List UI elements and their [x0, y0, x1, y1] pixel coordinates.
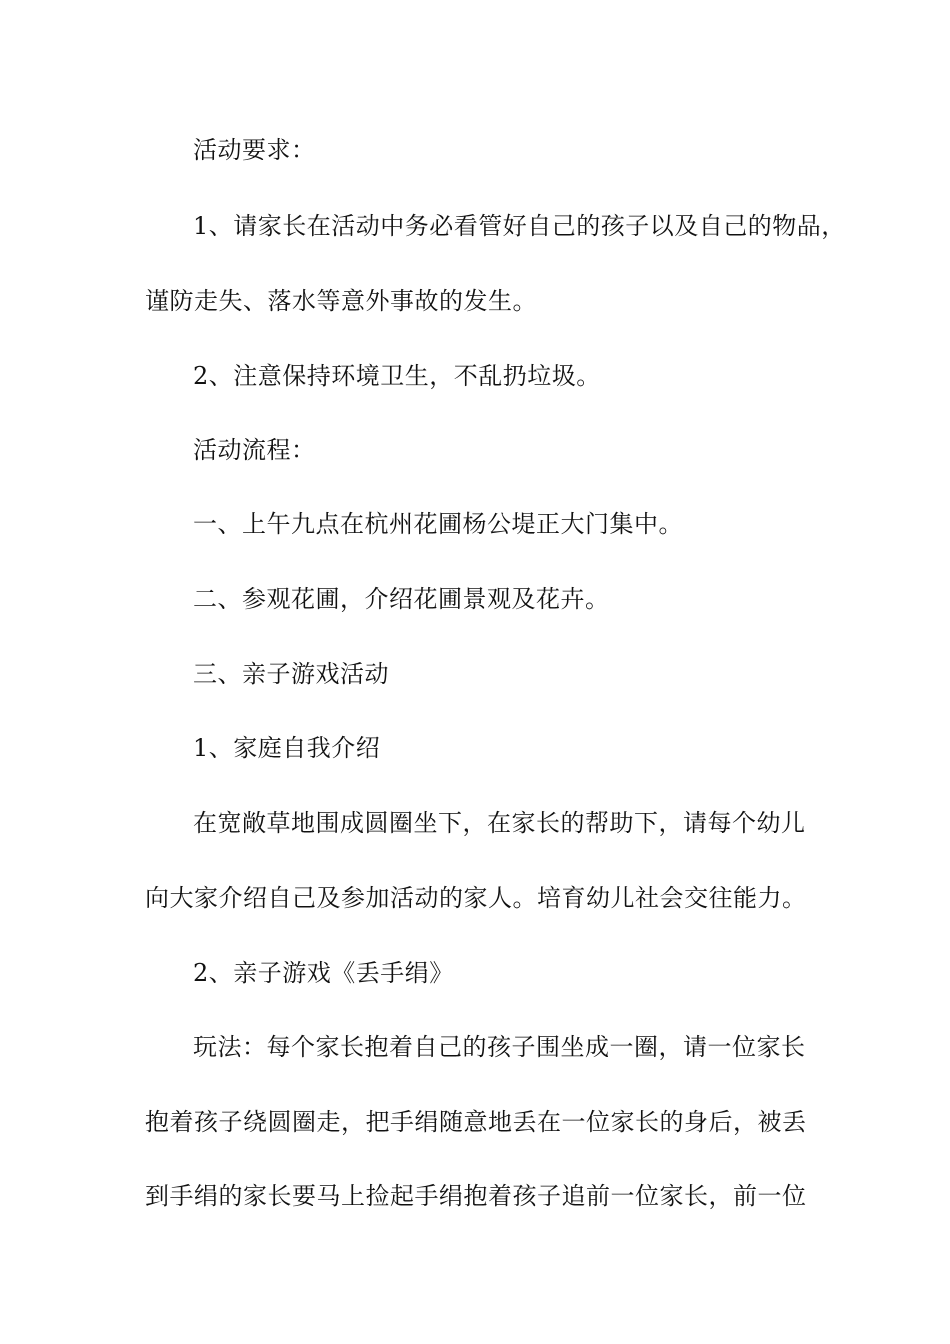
- paragraph-line: 在宽敞草地围成圆圈坐下，在家长的帮助下，请每个幼儿: [193, 809, 806, 837]
- section-heading-requirements: 活动要求：: [193, 136, 316, 164]
- paragraph-line: 向大家介绍自己及参加活动的家人。培育幼儿社会交往能力。: [145, 884, 807, 912]
- section-heading-process: 活动流程：: [193, 436, 316, 464]
- paragraph-line: 1、家庭自我介绍: [193, 734, 381, 762]
- paragraph-line: 三、亲子游戏活动: [193, 660, 389, 688]
- paragraph-line: 二、参观花圃，介绍花圃景观及花卉。: [193, 585, 610, 613]
- paragraph-line: 玩法：每个家长抱着自己的孩子围坐成一圈，请一位家长: [193, 1033, 806, 1061]
- paragraph-line: 抱着孩子绕圆圈走，把手绢随意地丢在一位家长的身后，被丢: [145, 1108, 807, 1136]
- paragraph-line: 1、请家长在活动中务必看管好自己的孩子以及自己的物品，: [193, 212, 846, 240]
- paragraph-line: 到手绢的家长要马上捡起手绢抱着孩子追前一位家长，前一位: [145, 1182, 807, 1210]
- paragraph-line: 谨防走失、落水等意外事故的发生。: [145, 287, 537, 315]
- paragraph-line: 2、亲子游戏《丢手绢》: [193, 959, 454, 987]
- paragraph-line: 一、上午九点在杭州花圃杨公堤正大门集中。: [193, 510, 683, 538]
- paragraph-line: 2、注意保持环境卫生，不乱扔垃圾。: [193, 362, 601, 390]
